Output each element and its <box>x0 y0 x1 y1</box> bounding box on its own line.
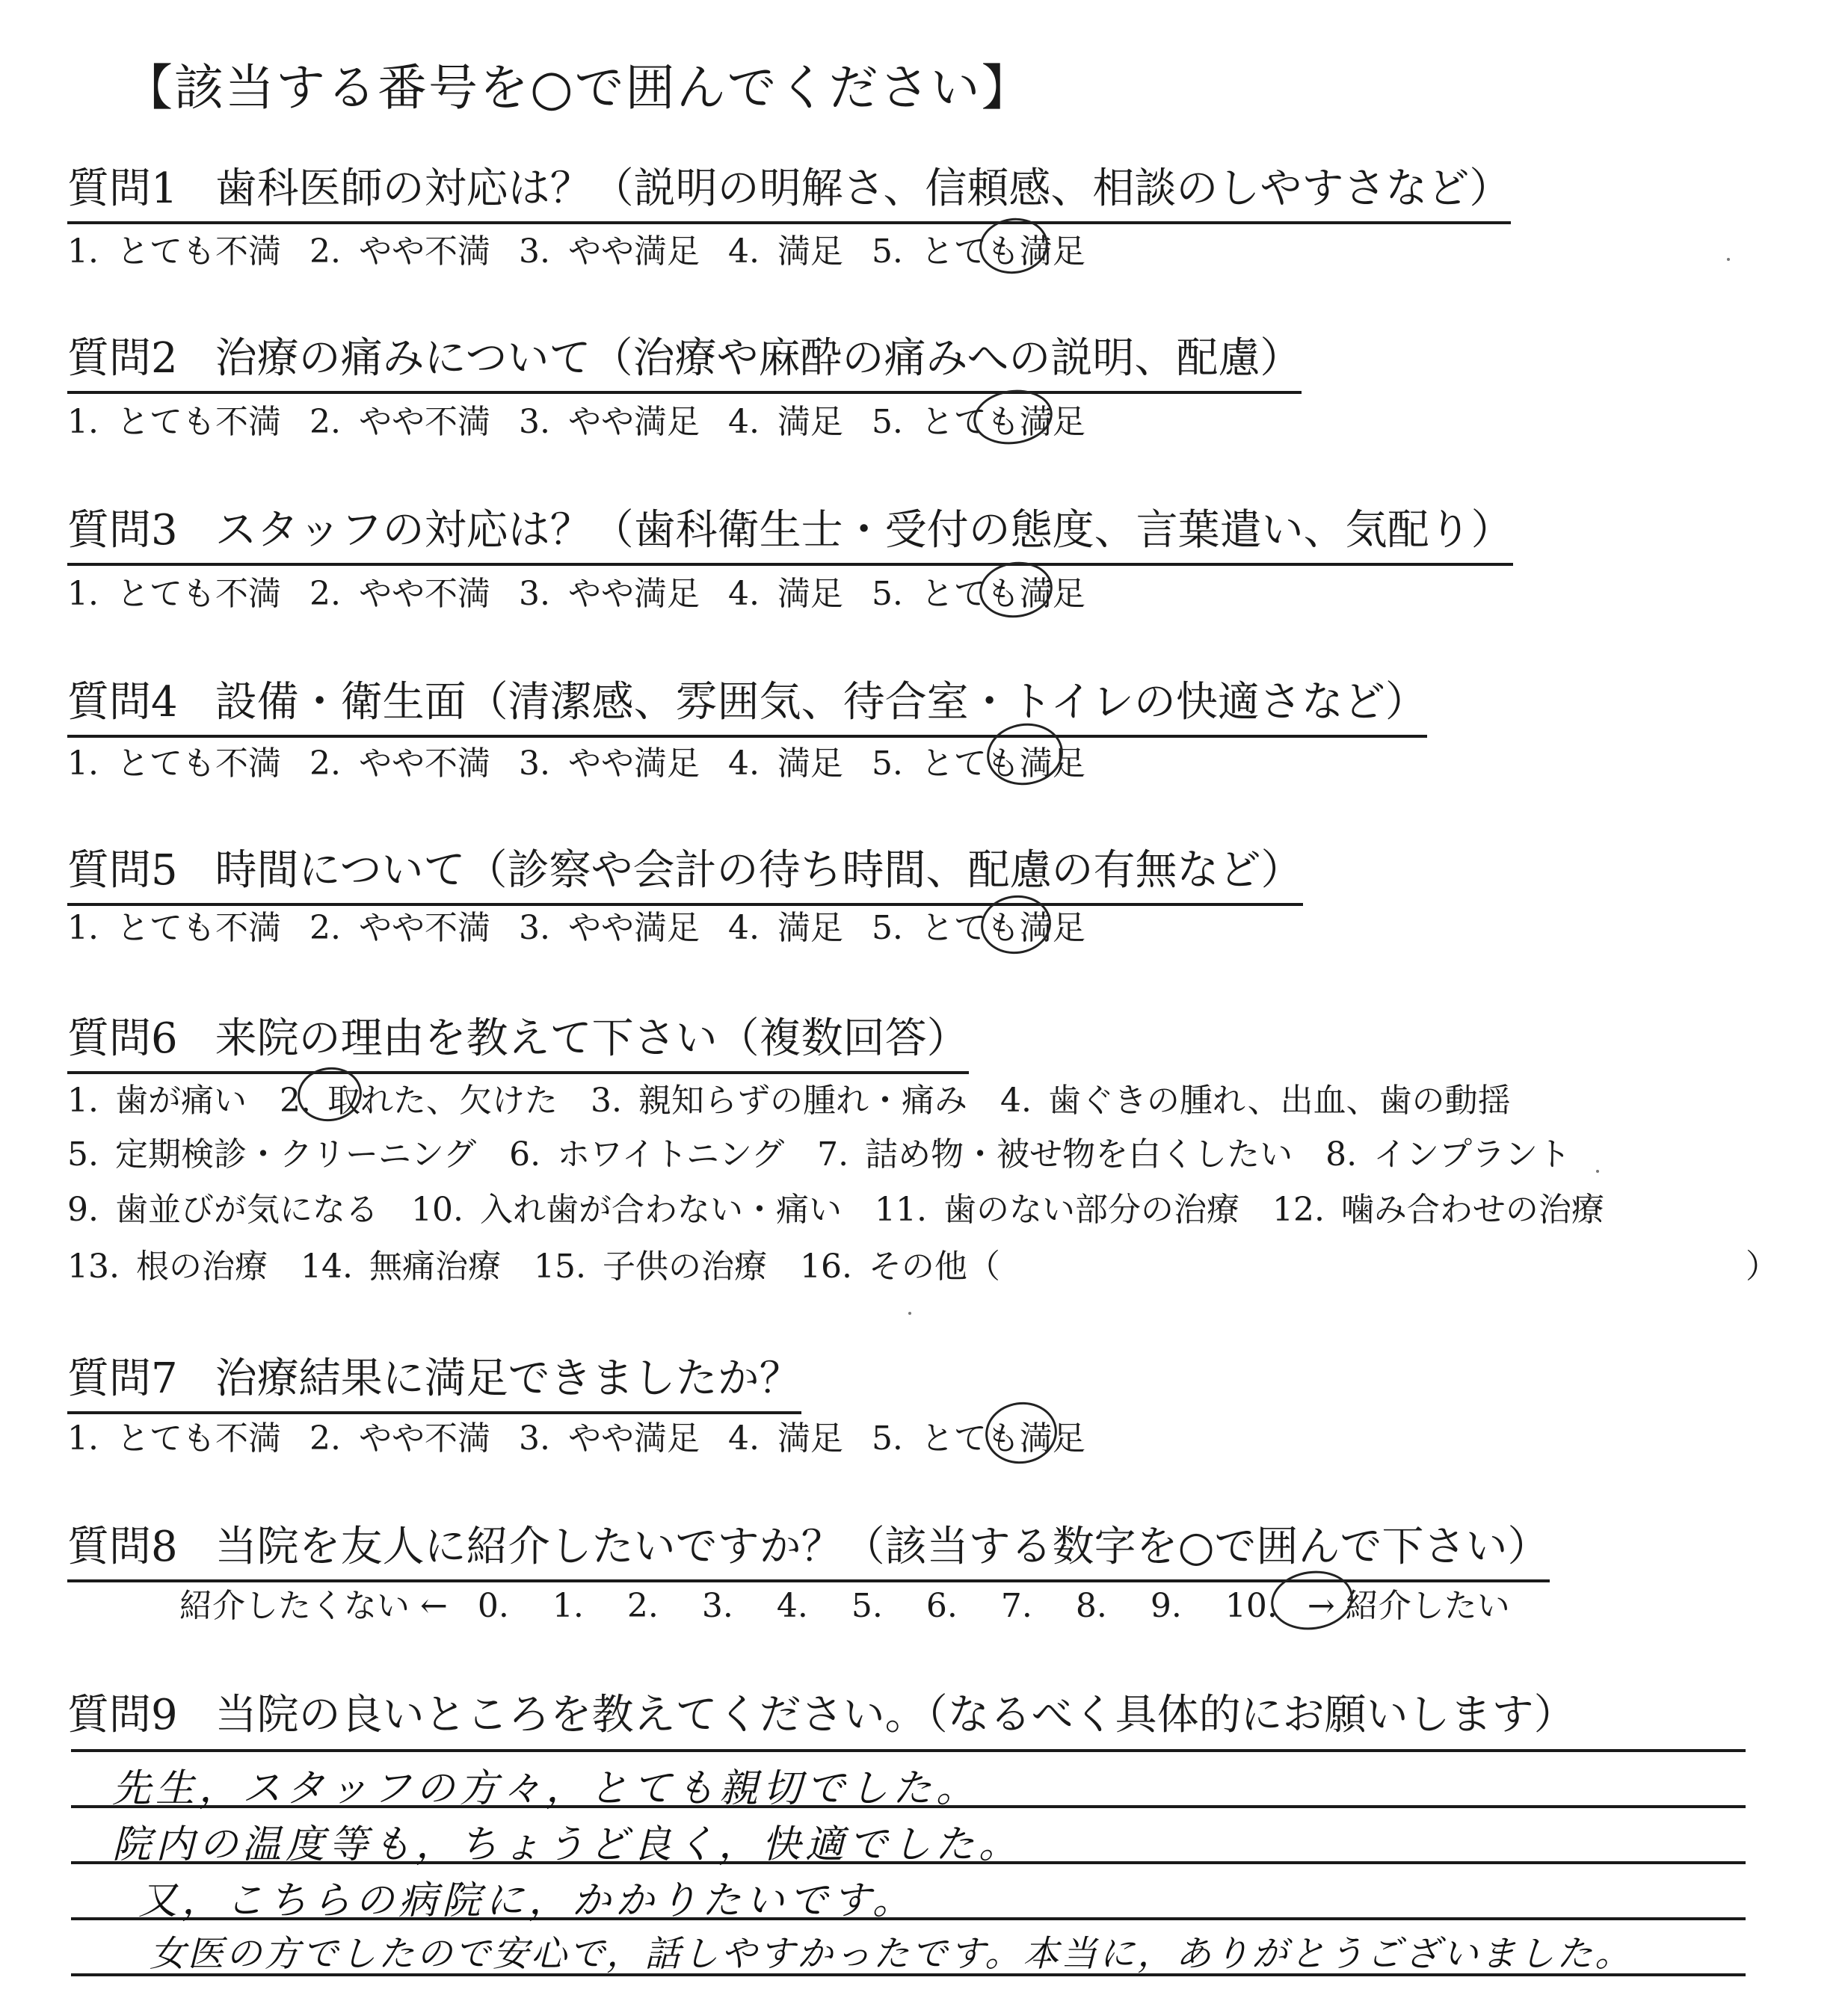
rating-option-4[interactable]: 4. 満足 <box>727 744 843 783</box>
question-6-options-row-3 <box>67 1183 1637 1230</box>
question-1-heading <box>67 155 1511 224</box>
scale-option-3[interactable]: 3. <box>701 1587 733 1625</box>
question-5-heading <box>67 837 1303 906</box>
question-number: 質問8 <box>67 1523 178 1571</box>
rating-option-2[interactable]: 2. やや不満 <box>309 1419 490 1458</box>
question-4-heading <box>67 669 1427 738</box>
reason-option-15[interactable]: 15. 子供の治療 <box>533 1248 767 1286</box>
question-4-options <box>67 736 1114 784</box>
question-text: 治療の痛みについて（治療や麻酔の痛みへの説明、配慮） <box>215 334 1302 383</box>
rating-option-1[interactable]: 1. とても不満 <box>67 232 281 271</box>
scale-option-8[interactable]: 8. <box>1075 1587 1107 1625</box>
scale-option-7[interactable]: 7. <box>1000 1587 1032 1625</box>
rating-option-1[interactable]: 1. とても不満 <box>67 1419 281 1458</box>
reason-option-7[interactable]: 7. 詰め物・被せ物を白くしたい <box>817 1135 1293 1174</box>
scale-option-6[interactable]: 6. <box>925 1587 958 1625</box>
rating-option-5[interactable]: 5. とても満足 <box>871 909 1085 947</box>
reason-option-9[interactable]: 9. 歯並びが気になる <box>67 1191 378 1229</box>
question-text: 来院の理由を教えて下さい（複数回答） <box>215 1014 969 1063</box>
scale-option-10[interactable]: 10. <box>1225 1587 1278 1625</box>
rating-option-4[interactable]: 4. 満足 <box>727 403 843 441</box>
rating-option-2[interactable]: 2. やや不満 <box>309 744 490 783</box>
reason-option-5[interactable]: 5. 定期検診・クリーニング <box>67 1135 477 1174</box>
rating-option-1[interactable]: 1. とても不満 <box>67 909 281 947</box>
scale-option-2[interactable]: 2. <box>626 1587 659 1625</box>
question-3-options <box>67 567 1114 614</box>
question-3-heading <box>67 497 1513 566</box>
question-number: 質問3 <box>67 506 178 555</box>
scale-option-0[interactable]: 0. <box>477 1587 509 1625</box>
reason-option-6[interactable]: 6. ホワイトニング <box>509 1135 785 1174</box>
rating-option-1[interactable]: 1. とても不満 <box>67 744 281 783</box>
question-7-options <box>67 1411 1114 1459</box>
rating-option-2[interactable]: 2. やや不満 <box>309 575 490 613</box>
rating-option-3[interactable]: 3. やや満足 <box>518 575 700 613</box>
question-text: 当院の良いところを教えてください。（なるべく具体的にお願いします） <box>215 1691 1576 1739</box>
rating-option-3[interactable]: 3. やや満足 <box>518 232 700 271</box>
question-text: スタッフの対応は？（歯科衛生士・受付の態度、言葉遣い、気配り） <box>215 506 1513 555</box>
page-title: 【該当する番号を○で囲んでください】 <box>123 59 1032 117</box>
reason-option-1[interactable]: 1. 歯が痛い <box>67 1082 247 1120</box>
handwritten-answer-line-1: 先生，スタッフの方々，とても親切でした。 <box>112 1766 980 1811</box>
rating-option-5[interactable]: 5. とても満足 <box>871 575 1085 613</box>
scale-option-4[interactable]: 4. <box>776 1587 808 1625</box>
reason-option-13[interactable]: 13. 根の治療 <box>67 1248 268 1286</box>
rating-option-2[interactable]: 2. やや不満 <box>309 232 490 271</box>
reason-option-12[interactable]: 12. 噛み合わせの治療 <box>1272 1191 1604 1229</box>
question-5-options <box>67 901 1114 949</box>
question-text: 歯科医師の対応は？（説明の明解さ、信頼感、相談のしやすさなど） <box>215 164 1512 213</box>
reason-option-11[interactable]: 11. 歯のない部分の治療 <box>874 1191 1239 1229</box>
rating-option-3[interactable]: 3. やや満足 <box>518 744 700 783</box>
question-6-heading <box>67 1005 969 1074</box>
rating-option-3[interactable]: 3. やや満足 <box>518 403 700 441</box>
question-2-options <box>67 395 1114 443</box>
rating-option-4[interactable]: 4. 満足 <box>727 232 843 271</box>
rating-option-3[interactable]: 3. やや満足 <box>518 1419 700 1458</box>
handwritten-answer-line-3: 又，こちらの病院に，かかりたいです。 <box>138 1878 916 1923</box>
question-number: 質問4 <box>67 678 178 727</box>
rating-option-5[interactable]: 5. とても満足 <box>871 232 1085 271</box>
scan-speck <box>1596 1170 1599 1173</box>
rating-option-4[interactable]: 4. 満足 <box>727 575 843 613</box>
question-number: 質問7 <box>67 1354 178 1403</box>
reason-option-4[interactable]: 4. 歯ぐきの腫れ、出血、歯の動揺 <box>1000 1082 1511 1120</box>
question-number: 質問1 <box>67 164 178 213</box>
question-6-options-row-4 <box>67 1239 1033 1287</box>
question-6-options-row-1 <box>67 1073 1544 1121</box>
question-text: 当院を友人に紹介したいですか？（該当する数字を○で囲んで下さい） <box>215 1523 1550 1571</box>
scale-option-5[interactable]: 5. <box>851 1587 883 1625</box>
question-7-heading <box>67 1345 801 1414</box>
scale-left-label: 紹介したくない ← <box>179 1587 448 1625</box>
rating-option-4[interactable]: 4. 満足 <box>727 909 843 947</box>
scan-speck <box>908 1312 911 1315</box>
reason-option-3[interactable]: 3. 親知らずの腫れ・痛み <box>590 1082 967 1120</box>
scale-option-1[interactable]: 1. <box>552 1587 584 1625</box>
scan-speck <box>1727 258 1730 261</box>
question-text: 設備・衛生面（清潔感、雰囲気、待合室・トイレの快適さなど） <box>215 678 1427 727</box>
scale-option-9[interactable]: 9. <box>1150 1587 1182 1625</box>
reason-option-14[interactable]: 14. 無痛治療 <box>300 1248 501 1286</box>
rating-option-4[interactable]: 4. 満足 <box>727 1419 843 1458</box>
question-6-options-row-2 <box>67 1127 1604 1175</box>
reason-option-16-other[interactable]: 16. その他（ <box>799 1248 1000 1286</box>
rating-option-5[interactable]: 5. とても満足 <box>871 403 1085 441</box>
handwritten-answer-line-2: 院内の温度等も，ちょうど良く，快適でした。 <box>112 1822 1022 1867</box>
question-1-options <box>67 224 1114 272</box>
rating-option-5[interactable]: 5. とても満足 <box>871 1419 1085 1458</box>
other-close-paren: ） <box>1746 1248 1778 1286</box>
handwritten-answer-line-4: 女医の方でしたので安心で，話しやすかったです。本当に，ありがとうございました。 <box>150 1933 1633 1975</box>
rating-option-1[interactable]: 1. とても不満 <box>67 403 281 441</box>
question-text: 治療結果に満足できましたか？ <box>215 1354 801 1403</box>
question-number: 質問6 <box>67 1014 178 1063</box>
question-text: 時間について（診察や会計の待ち時間、配慮の有無など） <box>215 846 1303 895</box>
answer-line-rule <box>71 1749 1746 1752</box>
rating-option-2[interactable]: 2. やや不満 <box>309 403 490 441</box>
question-number: 質問2 <box>67 334 178 383</box>
reason-option-2[interactable]: 2. 取れた、欠けた <box>279 1082 558 1120</box>
rating-option-3[interactable]: 3. やや満足 <box>518 909 700 947</box>
reason-option-10[interactable]: 10. 入れ歯が合わない・痛い <box>410 1191 842 1229</box>
question-number: 質問5 <box>67 846 178 895</box>
rating-option-1[interactable]: 1. とても不満 <box>67 575 281 613</box>
rating-option-2[interactable]: 2. やや不満 <box>309 909 490 947</box>
question-2-heading <box>67 325 1302 394</box>
question-9-heading <box>67 1682 1576 1748</box>
rating-option-5[interactable]: 5. とても満足 <box>871 744 1085 783</box>
reason-option-8[interactable]: 8. インプラント <box>1325 1135 1571 1174</box>
question-number: 質問9 <box>67 1691 178 1739</box>
scale-right-label: → 紹介したい <box>1307 1587 1510 1625</box>
